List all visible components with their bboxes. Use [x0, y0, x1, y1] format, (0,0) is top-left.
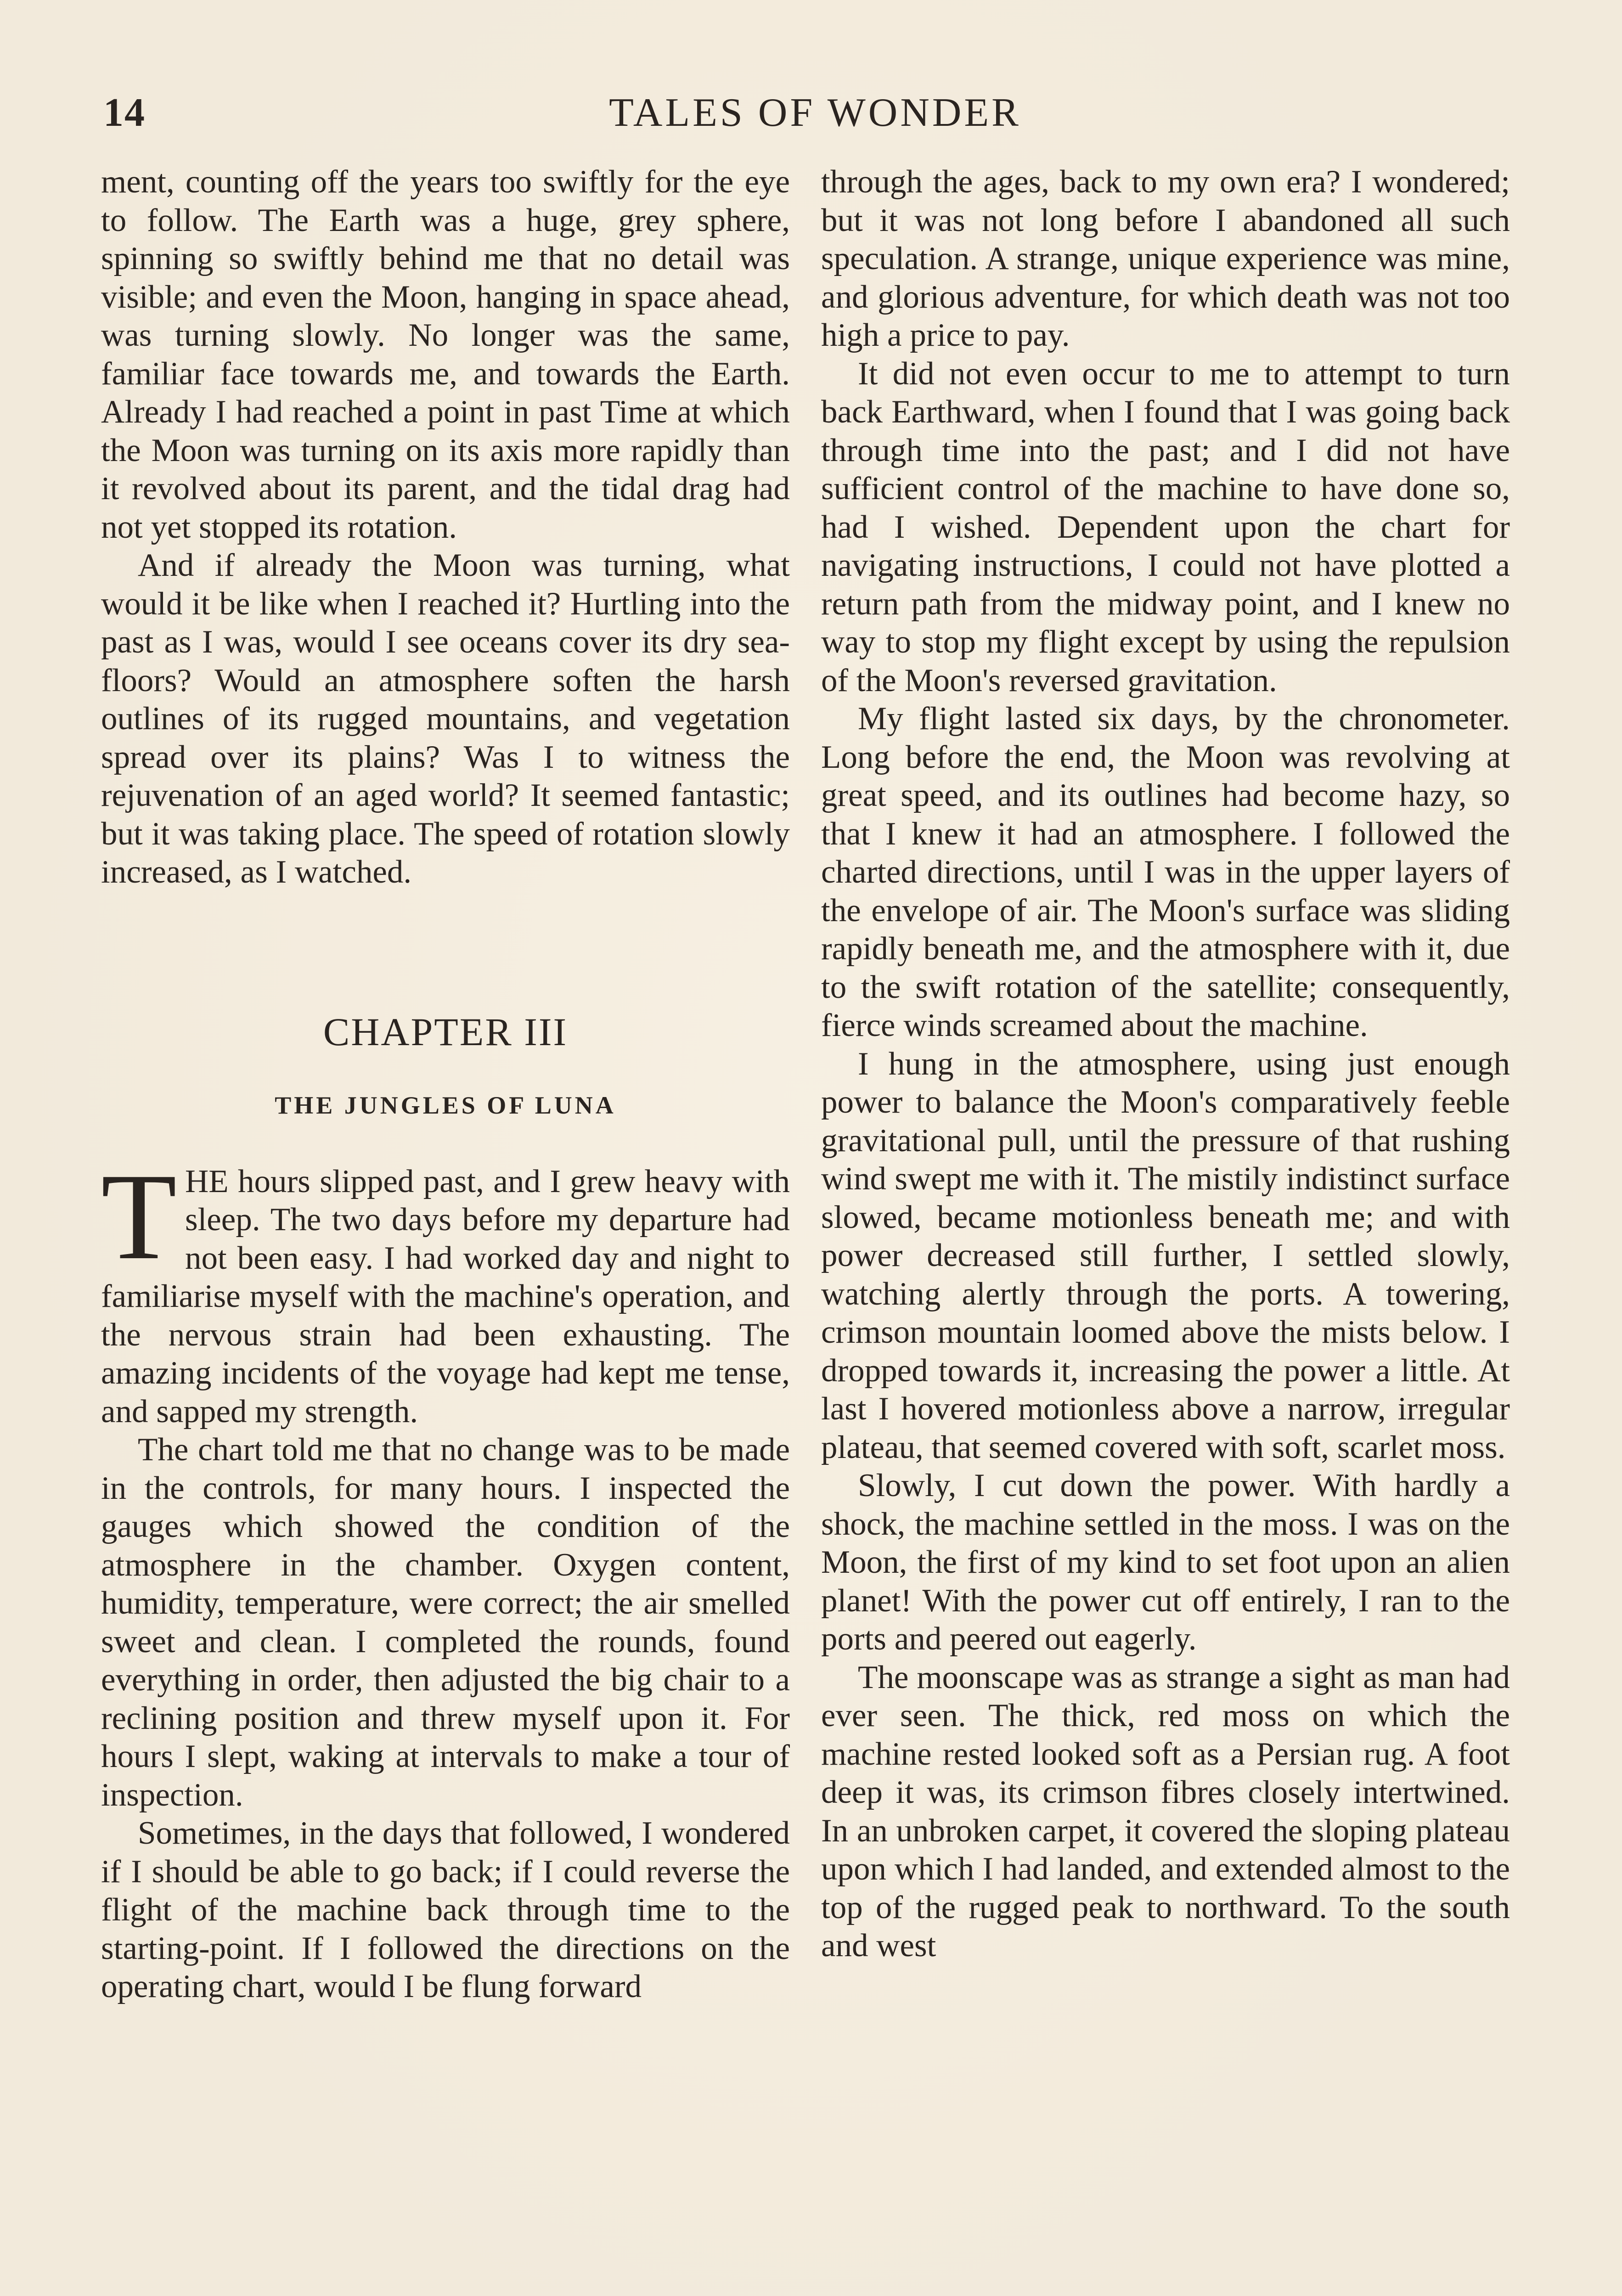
chapter-title: CHAPTER III [323, 1009, 568, 1054]
opening-paragraph-text: HE hours slipped past, and I grew heavy with sleep. The two days before my departure had not been easy. I had worked day and night to familiarise myself with the machine's operation, and the nervous strain had been exhausting. The amazing incidents of the voyage had kept me tense, and sapped my strength. [101, 1163, 790, 1429]
paragraph: The chart told me that no change was to be made in the controls, for many hours. I inspected the gauges which showed the condition of the atmosphere in the chamber. Oxygen content, humidity, temperature, were correct; the air smelled sweet and clean. I completed the rounds, found everything in order, then adjusted the big chair to a reclining position and threw myself upon it. For hours I slept, waking at intervals to make a tour of inspection. [101, 1432, 790, 1813]
paragraph: The moonscape was as strange a sight as man had ever seen. The thick, red moss on which the machine rested looked soft as a Persian rug. A foot deep it was, its crimson fibres closely intertwined. In an unbroken carpet, it covered the sloping plateau upon which I had landed, and extended almost to the top of the rugged peak to northward. To the south and west [821, 1659, 1510, 1964]
paragraph: Slowly, I cut down the power. With hardly a shock, the machine settled in the moss. I was on the Moon, the first of my kind to set foot upon an alien planet! With the power cut off entirely, I ran to the ports and peered out eagerly. [821, 1468, 1510, 1657]
paragraph: My flight lasted six days, by the chronometer. Long before the end, the Moon was revolving at great speed, and its outlines had become hazy, so that I knew it had an atmosphere. I followed the charted directions, until I was in the upper layers of the envelope of air. The Moon's surface was sliding rapidly beneath me, and the atmosphere with it, due to the swift rotation of the satellite; consequently, fierce winds screamed about the machine. [821, 701, 1510, 1043]
right-column [821, 163, 1510, 2296]
running-header [103, 90, 1527, 145]
paragraph: through the ages, back to my own era? I wondered; but it was not long before I abandoned all such speculation. A strange, unique experience was mine, and glorious adventure, for which death was not too high a price to pay. [821, 164, 1510, 353]
paragraph: I hung in the atmosphere, using just enough power to balance the Moon's comparatively feeble gravitational pull, until the pressure of that rushing wind swept me with it. The mistily indistinct surface slowed, became motionless beneath me; and with power decreased still further, I settled slowly, watching alertly through the ports. A towering, crimson mountain loomed above the mists below. I dropped towards it, increasing the power a little. At last I hovered motionless above a narrow, irregular plateau, that seemed covered with soft, scarlet moss. [821, 1046, 1510, 1465]
paragraph: It did not even occur to me to attempt to turn back Earthward, when I found that I was going back through time into the past; and I did not have sufficient control of the machine to have done so, had I wished. Dependent upon the chart for navigating instructions, I could not have plotted a return path from the midway point, and I knew no way to stop my flight except by using the repulsion of the Moon's reversed gravitation. [821, 355, 1510, 698]
running-title: TALES OF WONDER [609, 90, 1021, 135]
page-number: 14 [103, 90, 146, 135]
paragraph: Sometimes, in the days that followed, I wondered if I should be able to go back; if I could reverse the flight of the machine back through time to the starting-point. If I followed the directions on the operating chart, would I be flung forward [101, 1815, 790, 2004]
chapter-subtitle: THE JUNGLES OF LUNA [275, 1091, 616, 1119]
drop-cap: T [101, 1148, 177, 1285]
paragraph: And if already the Moon was turning, what would it be like when I reached it? Hurtling into the past as I was, would I see oceans cover its dry sea-floors? Would an atmosphere soften the harsh outlines of its rugged mountains, and vegetation spread over its plains? Was I to witness the rejuvenation of an aged world? It seemed fantastic; but it was taking place. The speed of rotation slowly increased, as I watched. [101, 547, 790, 890]
paragraph: ment, counting off the years too swiftly for the eye to follow. The Earth was a huge, grey sphere, spinning so swiftly behind me that no detail was visible; and even the Moon, hanging in space ahead, was turning slowly. No longer was the same, familiar face towards me, and towards the Earth. Already I had reached a point in past Time at which the Moon was turning on its axis more rapidly than it revolved about its parent, and the tidal drag had not yet stopped its rotation. [101, 164, 790, 545]
left-column [101, 163, 790, 2296]
opening-paragraph [101, 1148, 790, 1431]
